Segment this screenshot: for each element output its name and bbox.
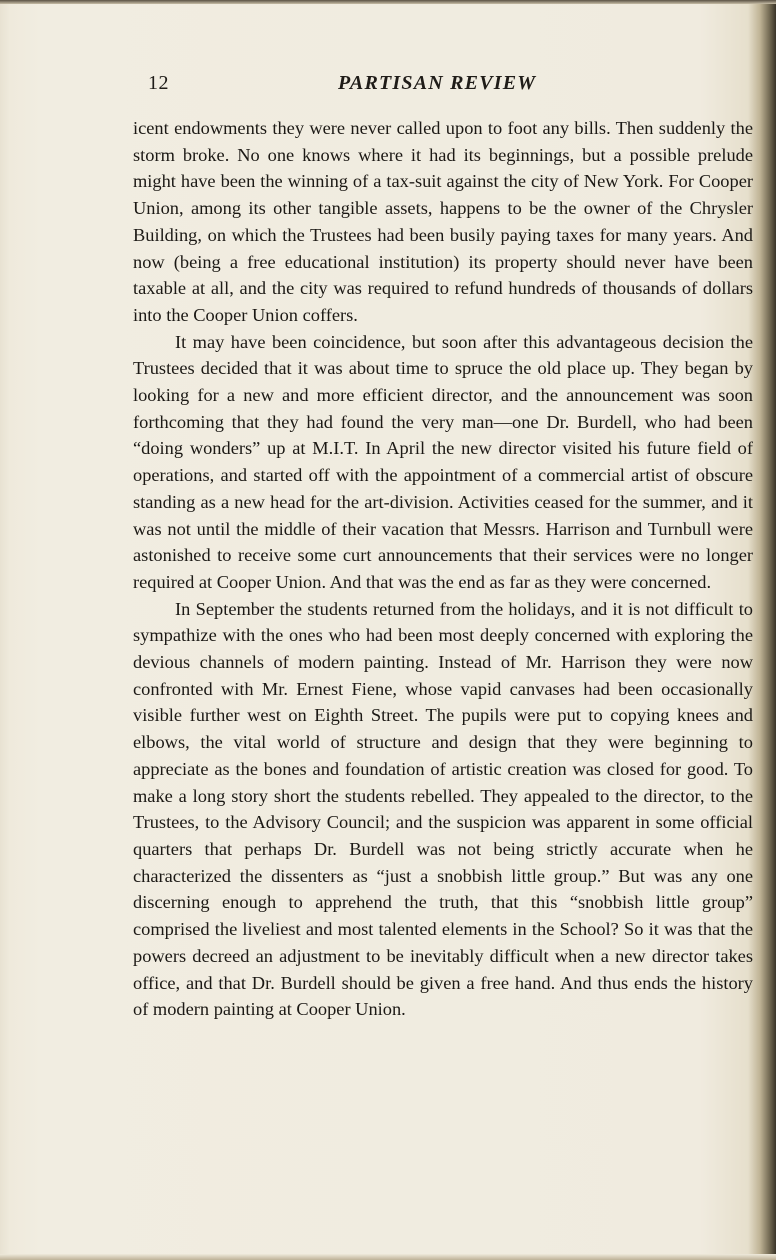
page-top-edge (0, 0, 776, 4)
page-bottom-edge (0, 1254, 776, 1260)
article-body (133, 115, 753, 1023)
paragraph-3: In September the students returned from the holidays, and it is not difficult to sympathize with the ones who had been most deeply concerned with exploring the devious channels of modern painting. Instead of Mr. Harrison they were now confronted with Mr. Ernest Fiene, whose vapid canvases had been occasionally visible further west on Eighth Street. The pupils were put to copying knees and elbows, the vital world of structure and design that they were beginning to appreciate as the bones and foundation of artistic creation was closed for good. To make a long story short the students rebelled. They appealed to the director, to the Trustees, to the Advisory Council; and the suspicion was apparent in some official quarters that perhaps Dr. Burdell was not being strictly accurate when he characterized the dissenters as “just a snobbish little group.” But was any one discerning enough to apprehend the truth, that this “snobbish little group” comprised the liveliest and most talented elements in the School? So it was that the powers decreed an adjustment to be inevitably difficult when a new director takes office, and that Dr. Burdell should be given a free hand. And thus ends the history of modern painting at Cooper Union. (133, 598, 753, 1020)
running-head (148, 72, 754, 100)
journal-title: PARTISAN REVIEW (338, 72, 537, 94)
paragraph-1: icent endowments they were never called upon to foot any bills. Then suddenly the storm broke. No one knows where it had its beginnings, but a possible prelude might have been the winning of a tax-suit against the city of New York. For Cooper Union, among its other tangible assets, happens to be the owner of the Chrysler Building, on which the Trustees had been busily paying taxes for many years. And now (being a free educational institution) its property should never have been taxable at all, and the city was required to refund hundreds of thousands of dollars into the Cooper Union coffers. (133, 118, 753, 325)
page-number: 12 (148, 72, 169, 94)
paragraph-2: It may have been coincidence, but soon after this advantageous decision the Trustees decided that it was about time to spruce the old place up. They began by looking for a new and more efficient director, and the announcement was soon forthcoming that they had found the very man—one Dr. Burdell, who had been “doing wonders” up at M.I.T. In April the new director visited his future field of operations, and started off with the appointment of a commercial artist of obscure standing as a new head for the art-division. Activities ceased for the summer, and it was not until the middle of their vacation that Messrs. Harrison and Turnbull were astonished to receive some curt announcements that their services were no longer required at Cooper Union. And that was the end as far as they were concerned. (133, 331, 753, 592)
